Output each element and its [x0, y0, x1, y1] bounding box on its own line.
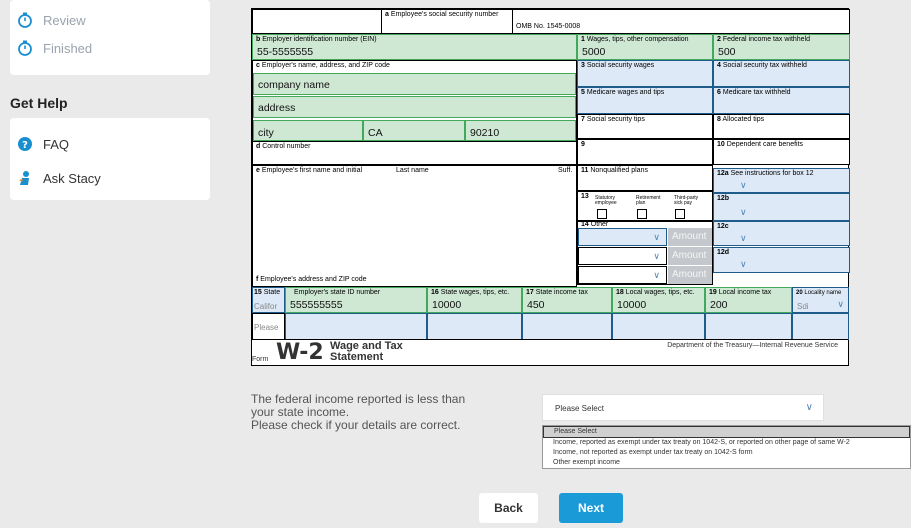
dropdown-option[interactable]: Income, reported as exempt under tax treaty on 1042-S, or reported on other page of same W-2 — [553, 439, 850, 446]
box-12d[interactable]: 12d ∨ — [713, 247, 850, 273]
box-16-state-wages[interactable]: 16 State wages, tips, etc. 10000 — [427, 287, 522, 313]
back-button[interactable]: Back — [479, 493, 538, 523]
get-help-heading: Get Help — [10, 95, 68, 111]
box-1-wages[interactable]: 1 Wages, tips, other compensation 5000 — [577, 34, 713, 60]
box-12c[interactable]: 12c ∨ — [713, 221, 850, 246]
box-14-amount-1[interactable]: Amount — [668, 228, 712, 246]
form-word: Form — [252, 356, 269, 363]
box-14-code-2[interactable] — [578, 247, 667, 265]
box-15-state-2[interactable]: Please — [252, 313, 285, 340]
w2-form: a Employee's social security number OMB No. 1545-0008 b Employer identification number (EIN) 55-5555555 1 Wages, tips, other compensation 5000 2 Federal income tax withheld 500 c Employer's name, address, and ZIP code company name address city CA 90210 3 Social security wages 4 Social security tax withheld 5 Medicare wages and tips 6 Medicare tax withheld 7 Social security tips 8 Allocated tips d Control number 9 10 Dependent care benefits e Employee's first name and initial Last name Suff. f Employee's address and ZIP code 11 Nonqualified plans 12a See instructions for box 12 ∨ 13 Statutory employee Retirement plan Third-party sick pay 12b ∨ 14 Other ∨ Amount ∨ Amount ∨ Amount 12c ∨ 12d ∨ 15 State Califor Employer's state ID number 555555555 16 State wages, tips, etc. 10000 17 State income tax 450 18 Local wages, tips, etc. 10000 19 Local income tax 200 20 Locality name Sdi ∨ Please Form W-2 Wage and Tax Statement Department of the Treasury—Internal Revenue Service — [251, 8, 849, 366]
help-faq[interactable] — [17, 136, 69, 152]
box-20-locality[interactable]: 20 Locality name Sdi ∨ — [792, 287, 849, 313]
box-2-federal-tax[interactable]: 2 Federal income tax withheld 500 — [713, 34, 850, 60]
reason-select[interactable]: Please Select ∨ — [542, 394, 824, 421]
question-circle-icon — [17, 136, 33, 152]
chevron-down-icon: ∨ — [653, 232, 660, 242]
help-ask-stacy-label: Ask Stacy — [43, 170, 101, 186]
box-14-amount-2[interactable]: Amount — [668, 247, 712, 265]
box-14-code-3[interactable] — [578, 266, 667, 284]
dropdown-option[interactable]: Other exempt income — [553, 459, 620, 466]
reason-dropdown-list — [542, 425, 911, 469]
address-field[interactable]: address — [253, 96, 576, 118]
box-c: c Employer's name, address, and ZIP code — [252, 60, 577, 143]
statutory-checkbox[interactable] — [597, 209, 607, 219]
state-field[interactable]: CA — [363, 120, 465, 141]
help-card — [10, 118, 210, 200]
box-18-local-wages[interactable]: 18 Local wages, tips, etc. 10000 — [612, 287, 705, 313]
help-ask-stacy[interactable] — [17, 170, 101, 186]
step-finished[interactable] — [17, 40, 92, 56]
box-12b[interactable]: 12b ∨ — [713, 193, 850, 221]
box-3-ss-wages[interactable]: 3 Social security wages — [577, 60, 713, 87]
box-20-locality-2[interactable] — [792, 313, 849, 340]
chevron-down-icon: ∨ — [740, 259, 747, 269]
chevron-down-icon: ∨ — [837, 299, 844, 309]
person-icon — [17, 170, 33, 186]
chevron-down-icon: ∨ — [740, 207, 747, 217]
box-16-state-wages-2[interactable] — [427, 313, 522, 340]
box-17-state-tax-2[interactable] — [522, 313, 612, 340]
box-19-local-tax[interactable]: 19 Local income tax 200 — [705, 287, 792, 313]
box-12a[interactable]: 12a See instructions for box 12 ∨ — [713, 168, 850, 193]
form-title: W-2 — [276, 340, 324, 365]
step-review[interactable] — [17, 12, 86, 28]
svg-text:?: ? — [22, 140, 28, 151]
dropdown-option[interactable]: Please Select — [543, 426, 910, 438]
retirement-checkbox[interactable] — [637, 209, 647, 219]
chevron-down-icon: ∨ — [805, 402, 813, 413]
box-7-ss-tips: 7 Social security tips — [577, 114, 713, 139]
box-e-employee: e Employee's first name and initial Last name Suff. f Employee's address and ZIP code — [252, 165, 577, 287]
company-name-field[interactable]: company name — [253, 73, 576, 95]
step-review-label: Review — [43, 12, 86, 28]
box-18-local-wages-2[interactable] — [612, 313, 705, 340]
form-subtitle: Wage and Tax Statement — [330, 340, 403, 363]
blank-corner-box — [252, 9, 382, 34]
income-warning-message: The federal income reported is less than your state income. Please check if your details are correct. — [251, 392, 466, 432]
box-4-ss-tax[interactable]: 4 Social security tax withheld — [713, 60, 850, 87]
box-11-nonqualified: 11 Nonqualified plans — [577, 165, 713, 191]
box-10-dependent-care: 10 Dependent care benefits — [713, 139, 850, 165]
box-14-amount-3[interactable]: Amount — [668, 266, 712, 284]
help-faq-label: FAQ — [43, 136, 70, 152]
dropdown-option[interactable]: Income, not reported as exempt under tax treaty on 1042-S form — [553, 449, 753, 456]
omb-box: OMB No. 1545-0008 — [512, 9, 850, 34]
chevron-down-icon: ∨ — [740, 233, 747, 243]
box-a: a Employee's social security number — [381, 9, 513, 34]
box-15-state[interactable]: 15 State Califor — [252, 287, 285, 313]
box-d-control-number: d Control number — [252, 141, 577, 165]
box-9: 9 — [577, 139, 713, 165]
ein-field[interactable]: b Employer identification number (EIN) 55-5555555 — [252, 34, 577, 60]
box-15-state-id-2[interactable] — [285, 313, 427, 340]
stopwatch-icon — [17, 12, 33, 28]
box-5-medicare-wages[interactable]: 5 Medicare wages and tips — [577, 87, 713, 114]
box-19-local-tax-2[interactable] — [705, 313, 792, 340]
box-13: 13 Statutory employee Retirement plan Third-party sick pay — [577, 191, 713, 221]
next-button[interactable]: Next — [559, 493, 623, 523]
chevron-down-icon: ∨ — [740, 180, 747, 190]
chevron-down-icon: ∨ — [653, 270, 660, 280]
stopwatch-icon — [17, 40, 33, 56]
box-14-code-1[interactable] — [578, 228, 667, 246]
city-field[interactable]: city — [253, 120, 363, 141]
zip-field[interactable]: 90210 — [465, 120, 576, 141]
chevron-down-icon: ∨ — [653, 251, 660, 261]
step-finished-label: Finished — [43, 40, 93, 56]
box-6-medicare-tax[interactable]: 6 Medicare tax withheld — [713, 87, 850, 114]
third-party-checkbox[interactable] — [675, 209, 685, 219]
box-17-state-tax[interactable]: 17 State income tax 450 — [522, 287, 612, 313]
box-15-state-id[interactable]: Employer's state ID number 555555555 — [285, 287, 427, 313]
form-footer — [252, 339, 848, 365]
box-8-allocated-tips: 8 Allocated tips — [713, 114, 850, 139]
department-text: Department of the Treasury—Internal Revenue Service — [667, 342, 838, 349]
